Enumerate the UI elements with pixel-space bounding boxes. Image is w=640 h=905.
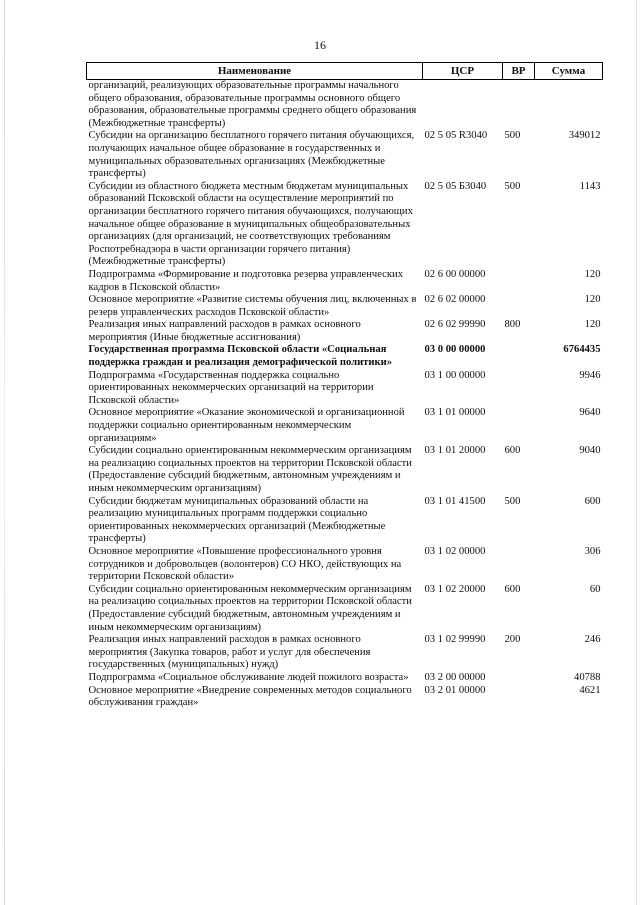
row-name-cell: Субсидии социально ориентированным некоммерческим организациям на реализацию социальных проектов на территории Псковской области (Предоставление субсидий бюджетным, автономным учреждениям и иным некоммерческим организациям) [88,445,412,494]
row-sum-cell: 40788 [574,671,601,683]
table-row [87,269,603,294]
row-name-cell: Основное мероприятие «Оказание экономической и организационной поддержки социально ориентированным некоммерческим организациям» [88,407,405,444]
scan-edge-right [636,0,637,905]
row-csr-cell [423,80,503,131]
row-vr-cell: 500 [504,180,521,192]
row-name-cell: Субсидии из областного бюджета местным бюджетам муниципальных образований Псковской области на осуществление мероприятий по организации бесплатного горячего питания обучающихся, получающих начальное общее образование в муниципальных общеобразовательных организациях (для организаций, не соответствующих требованиям Роспотребнадзора в части организации горячего питания) (Межбюджетные трансферты) [88,180,413,268]
row-csr-cell: 03 1 01 00000 [424,407,486,419]
row-vr-cell [503,685,535,710]
row-sum-cell: 246 [584,634,601,646]
table-row [87,445,603,495]
table-row [87,370,603,408]
table-row [87,685,603,710]
table-row [87,496,603,546]
row-sum-cell: 9040 [579,445,601,457]
row-vr-cell [503,407,535,445]
table-row [87,319,603,344]
budget-table [86,62,603,710]
table-row [87,344,603,369]
row-csr-cell: 03 1 01 20000 [424,445,486,457]
table-row [87,634,603,672]
row-csr-cell: 02 6 00 00000 [424,268,486,280]
row-csr-cell: 03 2 01 00000 [424,684,486,696]
row-vr-cell [503,546,535,584]
table-body [87,80,603,710]
row-name-cell: Государственная программа Псковской области «Социальная поддержка граждан и реализация демографической политики» [88,344,392,369]
row-vr-cell: 600 [504,445,521,457]
table-row [87,181,603,269]
header-vr: ВР [503,63,535,80]
row-sum-cell [535,80,603,131]
header-name: Наименование [87,63,423,80]
row-name-cell: Подпрограмма «Государственная поддержка социально ориентированных некоммерческих организаций на территории Псковской области» [88,369,374,406]
table-row [87,546,603,584]
row-sum-cell: 120 [584,268,601,280]
row-vr-cell [503,294,535,319]
row-vr-cell [503,344,535,369]
table-row [87,130,603,180]
row-vr-cell: 600 [504,583,521,595]
row-sum-cell: 1143 [579,180,601,192]
row-name-cell: Основное мероприятие «Повышение профессионального уровня сотрудников и добровольцев (волонтеров) СО НКО, действующих на территории Псковской области» [88,545,402,583]
row-csr-cell: 03 2 00 00000 [424,671,486,683]
row-sum-cell: 120 [584,319,601,331]
row-vr-cell: 500 [504,130,521,142]
table-row [87,80,603,131]
table-row [87,584,603,634]
row-sum-cell: 120 [584,294,601,306]
row-csr-cell: 02 6 02 00000 [424,294,486,306]
scan-edge-left [4,0,5,905]
row-name-cell: Субсидии на организацию бесплатного горячего питания обучающихся, получающих начальное общее образование в государственных и муниципальных образовательных организациях (Межбюджетные трансферты) [88,130,415,180]
row-csr-cell: 03 1 02 99990 [424,634,486,646]
row-sum-cell: 600 [584,495,601,507]
table-header-row [87,63,603,80]
row-vr-cell: 500 [504,495,521,507]
table-row [87,672,603,685]
row-csr-cell: 02 5 05 R3040 [424,130,488,142]
row-vr-cell [503,672,535,685]
row-name-cell: Субсидии бюджетам муниципальных образований области на реализацию муниципальных программ поддержки социально ориентированных некоммерческих организаций (Межбюджетные трансферты) [88,495,386,545]
table-row [87,294,603,319]
row-csr-cell: 03 1 02 20000 [424,583,486,595]
row-vr-cell: 200 [504,634,521,646]
row-csr-cell: 03 1 02 00000 [424,545,486,557]
row-name-cell: Основное мероприятие «Развитие системы обучения лиц, включенных в резерв управленческих расходов Псковской области» [88,294,417,318]
row-name-cell: Подпрограмма «Социальное обслуживание людей пожилого возраста» [88,671,409,683]
row-csr-cell: 02 5 05 Б3040 [424,180,487,192]
row-sum-cell: 4621 [579,684,601,696]
row-vr-cell: 800 [504,319,521,331]
header-sum: Сумма [535,63,603,80]
row-csr-cell: 02 6 02 99990 [424,319,486,331]
row-sum-cell: 306 [584,545,601,557]
row-name-cell: организаций, реализующих образовательные программы начального общего образования, образовательные программы основного общего образования, образовательные программы среднего общего образования (Межбюджетные трансферты) [88,80,417,129]
row-sum-cell: 349012 [568,130,601,142]
row-sum-cell: 60 [589,583,601,595]
row-csr-cell: 03 1 00 00000 [424,369,486,381]
table-row [87,407,603,445]
page-number: 16 [314,38,326,52]
row-vr-cell [503,269,535,294]
row-sum-cell: 9946 [579,369,601,381]
row-vr-cell [503,370,535,408]
header-csr: ЦСР [423,63,503,80]
row-vr-cell [503,80,535,131]
row-csr-cell: 03 0 00 00000 [424,344,486,356]
row-csr-cell: 03 1 01 41500 [424,495,486,507]
row-name-cell: Субсидии социально ориентированным некоммерческим организациям на реализацию социальных проектов на территории Псковской области (Предоставление субсидий бюджетным, автономным учреждениям и иным некоммерческим организациям) [88,583,412,633]
row-name-cell: Подпрограмма «Формирование и подготовка резерва управленческих кадров в Псковской области» [88,268,403,293]
row-name-cell: Реализация иных направлений расходов в рамках основного мероприятия (Закупка товаров, работ и услуг для обеспечения государственных (муниципальных) нужд) [88,634,371,671]
row-name-cell: Основное мероприятие «Внедрение современных методов социального обслуживания граждан» [88,684,412,709]
row-sum-cell: 9640 [579,407,601,419]
row-sum-cell: 6764435 [563,344,601,356]
row-name-cell: Реализация иных направлений расходов в рамках основного мероприятия (Иные бюджетные ассигнования) [88,319,361,343]
